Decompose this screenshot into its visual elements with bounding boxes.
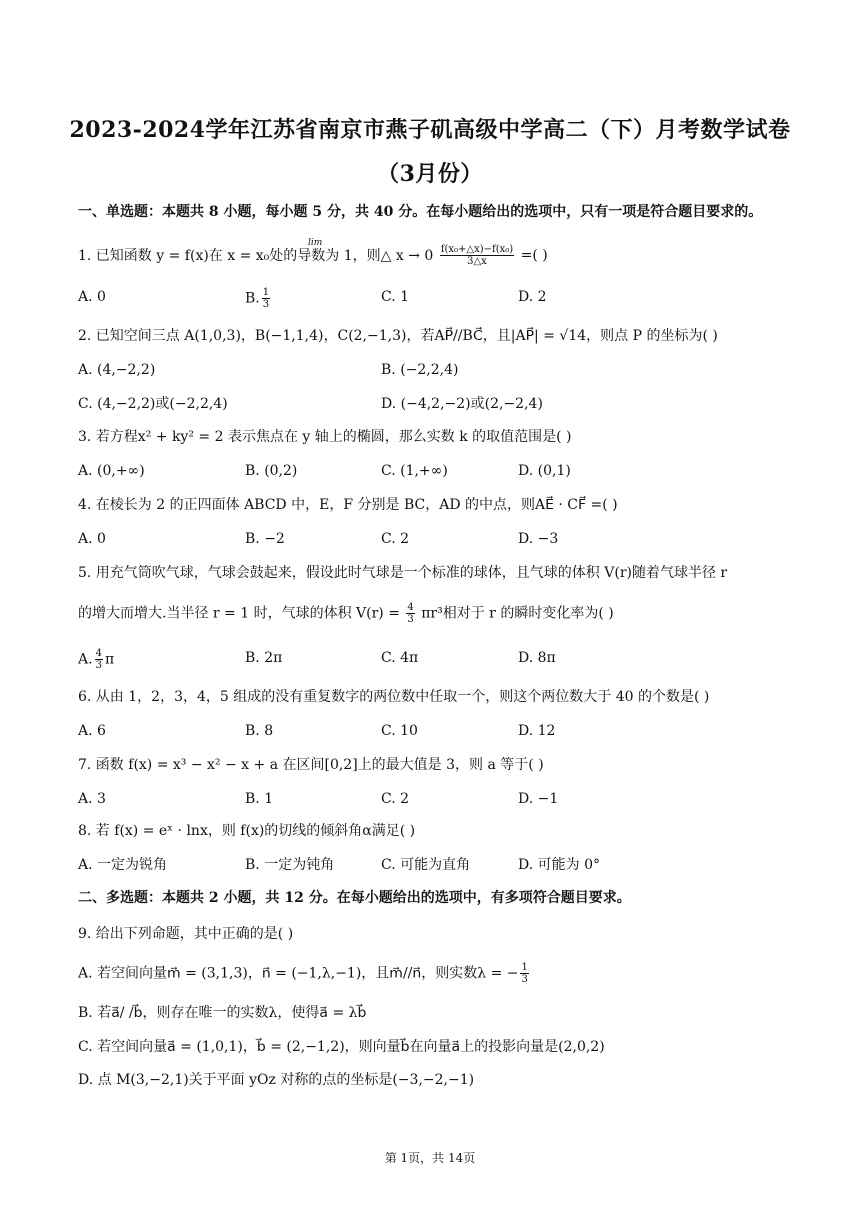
q5-option-a: A. $\frac{4}{3}$ π xyxy=(78,648,115,671)
q2-option-c: C. (4,−2,2)或(−2,2,4) xyxy=(78,396,228,412)
q6-option-a: A. 6 xyxy=(78,723,106,739)
q5-option-b: B. 2π xyxy=(245,650,283,666)
q5-option-a-fraction: $\frac{4}{3}$ xyxy=(95,648,102,671)
question-5-stem-line2: 的增大而增大.当半径 r = 1 时，气球的体积 V(r) = $\frac{4}{3}$ πr³相对于 r 的瞬时变化率为( ) xyxy=(78,602,614,625)
question-8-stem: 8. 若 f(x) = eˣ · lnx，则 f(x)的切线的倾斜角α满足( ) xyxy=(78,823,416,839)
question-2-stem: 2. 已知空间三点 A(1,0,3)，B(−1,1,4)，C(2,−1,3)，若AP⃗//BC⃗，且|AP⃗| = √14，则点 P 的坐标为( ) xyxy=(78,328,718,344)
q2-option-b: B. (−2,2,4) xyxy=(381,362,459,378)
q4-option-d: D. −3 xyxy=(518,531,559,547)
q1-stem-b: =( ) xyxy=(520,247,548,264)
q1-option-b: B. $\frac{1}{3}$ xyxy=(245,287,270,310)
q3-option-a: A. (0,+∞) xyxy=(78,463,145,479)
q4-option-a: A. 0 xyxy=(78,531,106,547)
question-4-stem: 4. 在棱长为 2 的正四面体 ABCD 中，E，F 分别是 BC，AD 的中点，则AE⃗ · CF⃗ =( ) xyxy=(78,497,618,513)
q5-fraction: $\frac{4}{3}$ xyxy=(407,602,414,625)
question-1-stem xyxy=(78,237,548,267)
exam-title: 2023-2024学年江苏省南京市燕子矶高级中学高二（下）月考数学试卷 xyxy=(69,117,791,143)
q1-option-d: D. 2 xyxy=(518,289,547,305)
q6-option-b: B. 8 xyxy=(245,723,274,739)
q5-option-d: D. 8π xyxy=(518,650,556,666)
q7-option-b: B. 1 xyxy=(245,791,274,807)
q1-stem-a: 1. 已知函数 y = f(x)在 x = x₀处的导数为 1，则△ x → 0 xyxy=(78,247,434,264)
q8-option-d: D. 可能为 0° xyxy=(518,857,600,873)
q1-option-a: A. 0 xyxy=(78,289,106,305)
q3-option-c: C. (1,+∞) xyxy=(381,463,448,479)
q8-option-c: C. 可能为直角 xyxy=(381,857,471,873)
q2-option-a: A. (4,−2,2) xyxy=(78,362,156,378)
question-7-stem: 7. 函数 f(x) = x³ − x² − x + a 在区间[0,2]上的最大值是 3，则 a 等于( ) xyxy=(78,757,544,773)
q9-option-b: B. 若a⃗/ /b⃗，则存在唯一的实数λ，使得a⃗ = λb⃗ xyxy=(78,1005,367,1021)
q9-option-a-fraction: $\frac{1}{3}$ xyxy=(521,962,528,985)
q8-option-b: B. 一定为钝角 xyxy=(245,857,335,873)
question-6-stem: 6. 从由 1，2，3，4，5 组成的没有重复数字的两位数中任取一个，则这个两位数大于 40 的个数是( ) xyxy=(78,689,710,705)
q4-option-b: B. −2 xyxy=(245,531,285,547)
q6-option-d: D. 12 xyxy=(518,723,556,739)
q3-option-d: D. (0,1) xyxy=(518,463,571,479)
q1-lim: lim xyxy=(308,237,323,248)
q7-option-c: C. 2 xyxy=(381,791,410,807)
question-9-stem: 9. 给出下列命题，其中正确的是( ) xyxy=(78,926,294,942)
q1-fraction: $\frac{\text{f(x₀+△x)−f(x₀)}}{3\triangle x}$ xyxy=(440,244,514,267)
q7-option-d: D. −1 xyxy=(518,791,559,807)
section-1-heading: 一、单选题：本题共 8 小题，每小题 5 分，共 40 分。在每小题给出的选项中，只有一项是符合题目要求的。 xyxy=(78,204,763,220)
question-5-stem-line1: 5. 用充气筒吹气球，气球会鼓起来，假设此时气球是一个标准的球体，且气球的体积 V(r)随着气球半径 r xyxy=(78,565,728,581)
question-3-stem: 3. 若方程x² + ky² = 2 表示焦点在 y 轴上的椭圆，那么实数 k 的取值范围是( ) xyxy=(78,429,572,445)
q6-option-c: C. 10 xyxy=(381,723,418,739)
q1-option-b-fraction: $\frac{1}{3}$ xyxy=(262,287,270,310)
q9-option-d: D. 点 M(3,−2,1)关于平面 yOz 对称的点的坐标是(−3,−2,−1) xyxy=(78,1072,475,1088)
q9-option-a: A. 若空间向量m⃗ = (3,1,3)，n⃗ = (−1,λ,−1)，且m⃗//n⃗，则实数λ = − $\frac{1}{3}$ xyxy=(78,962,528,985)
q3-option-b: B. (0,2) xyxy=(245,463,298,479)
q7-option-a: A. 3 xyxy=(78,791,106,807)
q9-option-c: C. 若空间向量a⃗ = (1,0,1)，b⃗ = (2,−1,2)，则向量b⃗在向量a⃗上的投影向量是(2,0,2) xyxy=(78,1039,605,1055)
q4-option-c: C. 2 xyxy=(381,531,410,547)
q2-option-d: D. (−4,2,−2)或(2,−2,4) xyxy=(381,396,543,412)
section-2-heading: 二、多选题：本题共 2 小题，共 12 分。在每小题给出的选项中，有多项符合题目要求。 xyxy=(78,890,631,906)
q8-option-a: A. 一定为锐角 xyxy=(78,857,168,873)
q1-option-c: C. 1 xyxy=(381,289,410,305)
page-footer: 第 1页，共 14页 xyxy=(384,1151,476,1165)
q5-option-c: C. 4π xyxy=(381,650,419,666)
exam-subtitle: （3月份） xyxy=(377,161,483,187)
